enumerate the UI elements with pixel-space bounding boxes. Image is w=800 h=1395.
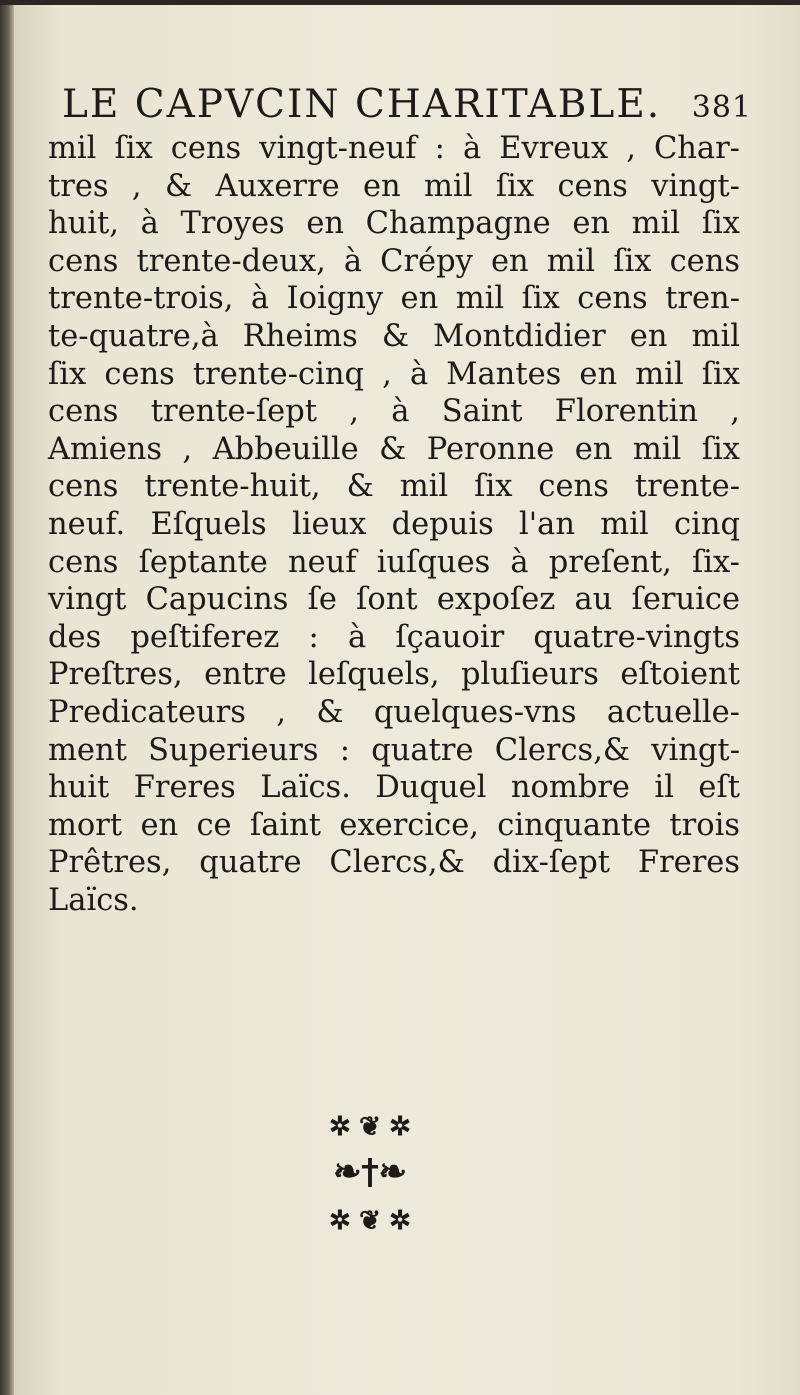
- ornament-middle: ❧†❧: [333, 1152, 407, 1192]
- text-line: trente-trois, à Ioigny en mil ſix cens tren-: [48, 281, 740, 317]
- text-line: Predicateurs , & quelques-vns actuelle-: [48, 694, 740, 730]
- text-line: Amiens , Abbeuille & Peronne en mil ſix: [48, 431, 740, 467]
- body-text: [48, 130, 740, 919]
- text-line: ſix cens trente-cinq , à Mantes en mil ſix: [48, 356, 740, 392]
- text-line: mil ſix cens vingt-neuf : à Evreux , Char-: [48, 131, 740, 166]
- ornament-top: ✲ ❦ ✲: [329, 1112, 411, 1142]
- text-line: Preſtres, entre leſquels, pluſieurs eſtoient: [48, 657, 740, 693]
- ornament-bottom: ✲ ❦ ✲: [329, 1206, 411, 1236]
- running-head: [62, 82, 752, 134]
- text-line: cens trente-ſept , à Saint Florentin ,: [48, 394, 740, 430]
- fleuron-cross-ornament-icon: [300, 1105, 440, 1245]
- running-title: LE CAPVCIN CHARITABLE.: [62, 82, 662, 127]
- text-line: tres , & Auxerre en mil ſix cens vingt-: [48, 168, 740, 204]
- text-line: vingt Capucins ſe ſont expoſez au ſeruice: [48, 582, 740, 618]
- binding-edge: [0, 0, 14, 1395]
- page-number: 381: [691, 90, 752, 125]
- text-line: des peſtiferez : à ſçauoir quatre-vingts: [48, 619, 740, 655]
- text-line: cens trente-huit, & mil ſix cens trente-: [48, 469, 740, 505]
- text-line: mort en ce ſaint exercice, cinquante trois: [48, 807, 740, 843]
- text-line: cens ſeptante neuf iuſques à preſent, ſix-: [48, 544, 740, 580]
- top-edge: [0, 0, 800, 5]
- text-line: cens trente-deux, à Crépy en mil ſix cens: [48, 243, 740, 279]
- text-line: huit, à Troyes en Champagne en mil ſix: [48, 206, 740, 242]
- text-line: Prêtres, quatre Clercs,& dix-ſept Freres: [48, 845, 740, 881]
- text-line: Laïcs.: [48, 882, 139, 918]
- text-line: huit Freres Laïcs. Duquel nombre il eſt: [48, 770, 740, 806]
- text-line: neuf. Eſquels lieux depuis l'an mil cinq: [48, 506, 740, 542]
- text-line: te-quatre,à Rheims & Montdidier en mil: [48, 318, 740, 354]
- text-line: ment Superieurs : quatre Clercs,& vingt-: [48, 732, 740, 768]
